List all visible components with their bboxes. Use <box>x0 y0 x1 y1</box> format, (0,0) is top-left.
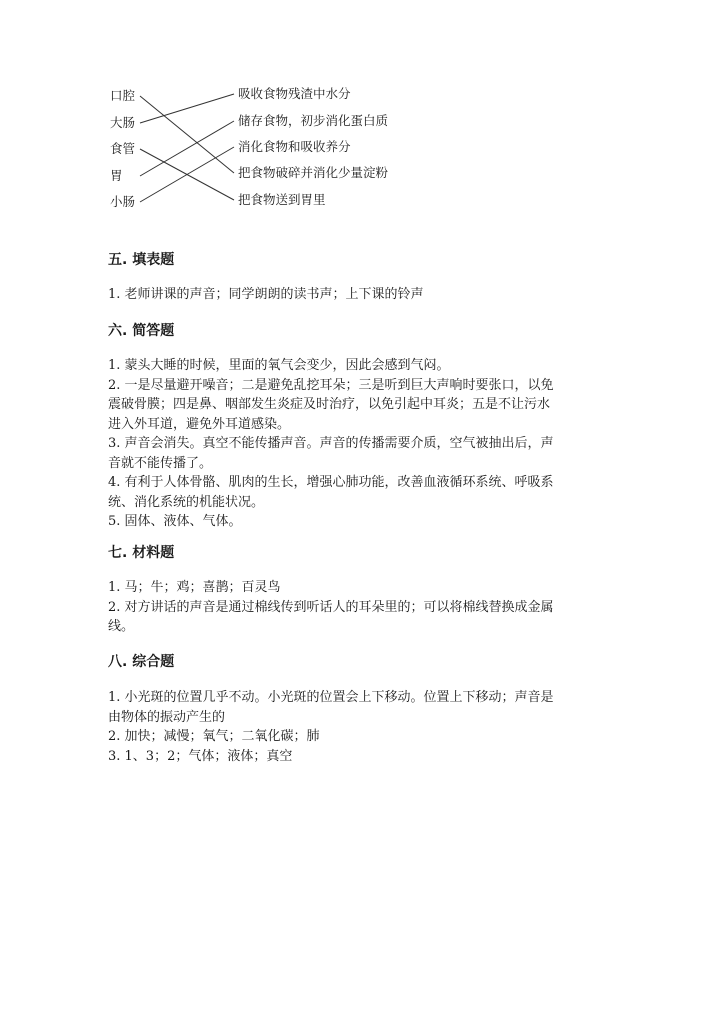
answer-line: 由物体的振动产生的 <box>108 709 226 725</box>
section-title: 八. 综合题 <box>108 654 175 670</box>
answer-line: 5. 固体、液体、气体。 <box>108 514 242 529</box>
section-title: 七. 材料题 <box>108 545 175 561</box>
section-answers <box>108 688 608 766</box>
answer-line: 1. 老师讲课的声音；同学朗朗的读书声；上下课的铃声 <box>108 287 424 302</box>
connection-line <box>140 94 234 123</box>
answer-line: 震破骨膜；四是鼻、咽部发生炎症及时治疗，以免引起中耳炎；五是不让污水 <box>108 397 551 412</box>
match-right-item: 储存食物，初步消化蛋白质 <box>238 113 389 128</box>
section-answers <box>108 285 608 305</box>
answer-line: 1. 小光斑的位置几乎不动。小光斑的位置会上下移动。位置上下移动；声音是 <box>108 690 554 705</box>
match-left-item: 口腔 <box>110 88 136 103</box>
answer-line: 音就不能传播了。 <box>108 455 213 471</box>
section-title: 五. 填表题 <box>108 252 175 268</box>
answer-line: 统、消化系统的机能状况。 <box>108 494 265 510</box>
match-right-item: 把食物送到胃里 <box>238 192 326 207</box>
connection-line <box>140 96 234 173</box>
answer-line: 2. 对方讲话的声音是通过棉线传到听话人的耳朵里的；可以将棉线替换成金属 <box>108 599 554 615</box>
matching-diagram <box>100 82 410 217</box>
answer-line: 进入外耳道，避免外耳道感染。 <box>108 416 291 432</box>
match-left-item: 小肠 <box>110 194 136 209</box>
connection-line <box>140 121 234 176</box>
section-title: 六. 简答题 <box>108 323 175 339</box>
answer-line: 4. 有利于人体骨骼、肌肉的生长，增强心肺功能，改善血液循环系统、呼吸系 <box>108 475 554 490</box>
answer-line: 1. 马；牛；鸡；喜鹊；百灵鸟 <box>108 580 281 595</box>
answer-line: 线。 <box>108 619 135 634</box>
answer-line: 1. 蒙头大睡的时候，里面的氧气会变少，因此会感到气闷。 <box>108 358 450 373</box>
match-right-item: 消化食物和吸收养分 <box>238 139 351 154</box>
section-answers <box>108 356 608 532</box>
match-left-item: 大肠 <box>110 115 136 130</box>
section-answers <box>108 578 608 637</box>
answer-line: 3. 声音会消失。真空不能传播声音。声音的传播需要介质，空气被抽出后，声 <box>108 436 554 451</box>
answer-line: 2. 一是尽量避开噪音；二是避免乱挖耳朵；三是听到巨大声响时要张口，以免 <box>108 377 554 393</box>
answer-line: 3. 1、3；2；气体；液体；真空 <box>108 748 293 764</box>
connection-line <box>140 147 234 202</box>
match-left-item: 胃 <box>110 168 123 183</box>
match-left-item: 食管 <box>110 141 136 156</box>
match-right-item: 吸收食物残渣中水分 <box>238 86 351 101</box>
match-right-item: 把食物破碎并消化少量淀粉 <box>238 165 389 180</box>
answer-line: 2. 加快；减慢；氧气；二氧化碳；肺 <box>108 729 320 744</box>
